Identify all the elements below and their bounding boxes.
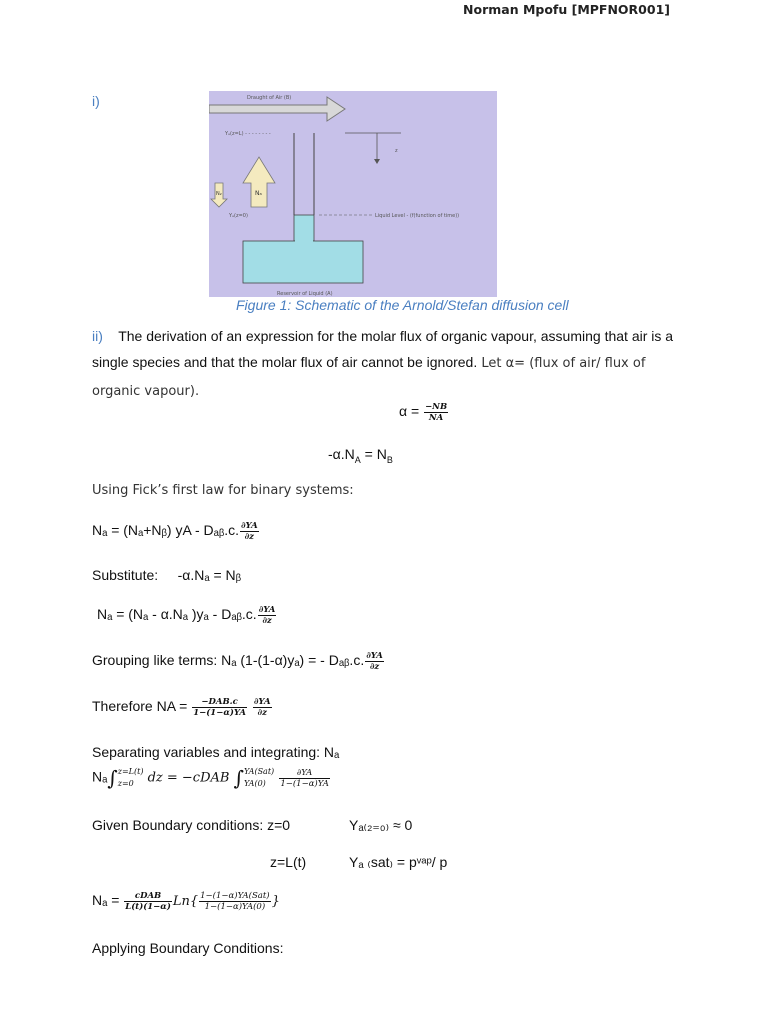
grouping-equation: Grouping like terms: Nₐ (1-(1-α)yₐ) = - Dₐᵦ.c. $\frac{\partial YA}{\partial z}$: [92, 651, 383, 672]
fick-equation: Nₐ = (Nₐ+Nᵦ) yA - Dₐᵦ.c. $\frac{\partial YA}{\partial z}$: [92, 521, 258, 542]
section-ii-label: ii): [92, 328, 103, 344]
integral-equation: Nₐ∫ z=L(t) z=0 dz = −cDAB ∫ YA(Sat) YA(0) $\frac{\partial YA}{1-(1-\alpha)YA}$: [92, 766, 329, 790]
boundary-condition-2-value: Yₐ ₍sat₎ = pᵛᵃᵖ/ p: [349, 854, 448, 870]
separating-line: Separating variables and integrating: Nₐ: [92, 744, 340, 760]
substituted-equation: Nₐ = (Nₐ - α.Nₐ )yₐ - Dₐᵦ.c. $\frac{\partial YA}{\partial z}$: [97, 605, 276, 626]
svg-text:Yₐ(z=0): Yₐ(z=0): [229, 213, 248, 219]
boundary-condition-1: Given Boundary conditions: z=0: [92, 817, 291, 833]
svg-text:N₂: N₂: [216, 191, 222, 197]
applying-boundary-conditions: Applying Boundary Conditions:: [92, 940, 284, 956]
section-ii-text-2: Let α= (flux of air/ flux of organic vapour).: [92, 356, 646, 399]
therefore-equation: Therefore NA = $\frac{\text{−DAB.c}}{1-(1-\alpha)YA}$ $\frac{\partial YA}{\partial z}$: [92, 697, 271, 718]
result-equation: Nₐ = $\frac{\text{cDAB}}{L(t)(1-\alpha)}$ Ln{ $\frac{\text{1−(1−α)YA(Sat)}}{1-(1-\alpha)YA(0)}$ }: [92, 891, 280, 912]
substitute-line: Substitute: -α.Nₐ = Nᵦ: [92, 567, 242, 583]
boundary-condition-1-value: Yₐ₍₂₌₀₎ ≈ 0: [349, 817, 413, 833]
draught-label: Draught of Air (B): [247, 95, 292, 101]
svg-text:z: z: [395, 148, 398, 154]
svg-text:Liquid Level - (f(function of: Liquid Level - (f(function of time)): [375, 213, 460, 219]
svg-text:Nₐ: Nₐ: [255, 190, 262, 197]
author-header: Norman Mpofu [MPFNOR001]: [463, 2, 670, 17]
boundary-condition-2-z: z=L(t): [270, 854, 307, 870]
section-i-label: i): [92, 93, 100, 109]
figure-diffusion-cell: [209, 91, 497, 297]
alpha-relation: $-\alpha.N_A = N_B$: [328, 446, 393, 465]
ya-zl-label: Yₐ(z=L) - - - - - - - -: [225, 131, 271, 137]
figure-caption: Figure 1: Schematic of the Arnold/Stefan diffusion cell: [236, 297, 569, 313]
svg-text:Reservoir of Liquid (A): Reservoir of Liquid (A): [277, 291, 333, 297]
alpha-definition: α = $\frac{-NB}{NA}$: [399, 402, 448, 423]
fick-intro: Using Fick’s first law for binary systems:: [92, 483, 354, 498]
section-ii-text: The derivation of an expression for the molar flux of organic vapour, assuming that air is a single species and that the molar flux of air cannot be ignored.: [92, 328, 674, 370]
section-ii-paragraph: [92, 323, 682, 405]
